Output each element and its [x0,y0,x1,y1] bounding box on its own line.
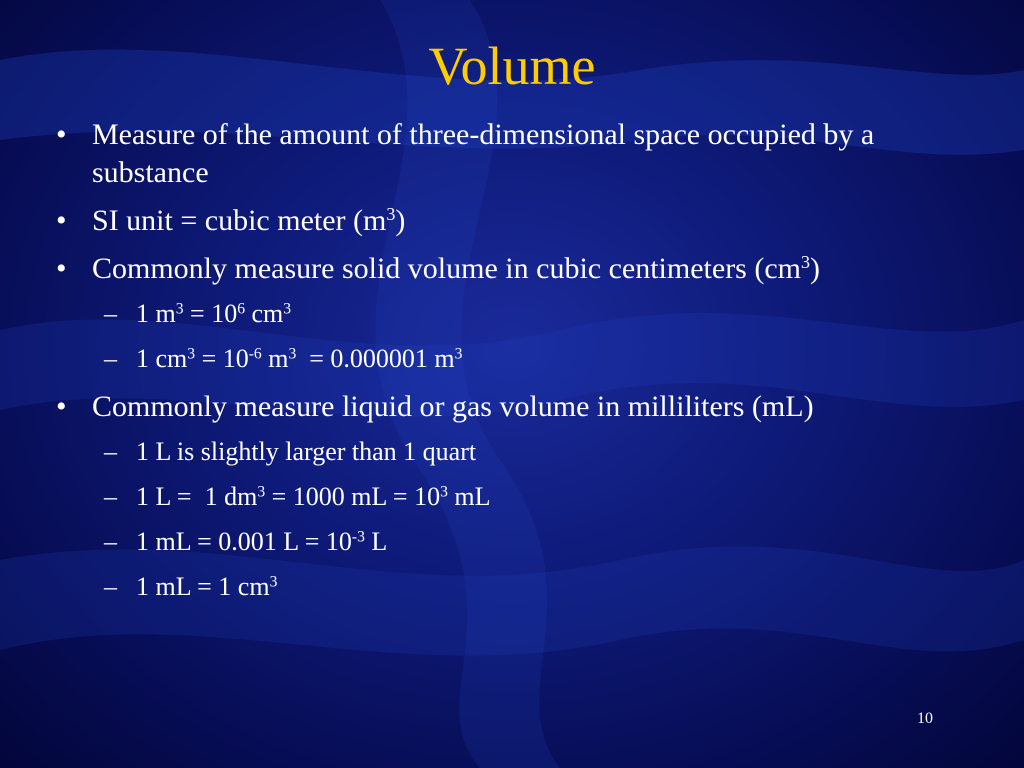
superscript: -6 [248,345,262,363]
bullet-item [52,250,932,288]
bullet-text [92,390,814,423]
text-run: 1 mL = 1 cm [136,572,270,601]
dash-marker: – [104,527,117,556]
bullet-text [136,299,291,328]
sub-bullet-item [52,436,932,468]
superscript: 3 [801,252,810,273]
bullet-text [136,437,476,466]
superscript: 3 [288,345,297,363]
text-run: = 10 [195,344,249,373]
bullet-text [92,204,405,237]
text-run: 1 m [136,299,176,328]
dash-marker: – [104,299,117,328]
dash-marker: – [104,437,117,466]
text-run: 1 L = 1 dm [136,482,258,511]
dash-marker: – [104,572,117,601]
text-run: Commonly measure solid volume in cubic centimeters (cm [92,252,801,285]
text-run: Commonly measure liquid or gas volume in milliliters (mL) [92,390,814,423]
bullet-list [52,116,932,616]
bullet-text [92,252,820,285]
bullet-item [52,116,932,192]
sub-bullet-item [52,343,932,375]
text-run: 1 cm [136,344,188,373]
bullet-text [92,118,882,189]
slide-title: Volume [428,36,596,96]
text-run: L [364,527,388,556]
text-run: m [261,344,289,373]
text-run: = 1000 mL = 10 [265,482,441,511]
text-run: ) [810,252,820,285]
superscript: 3 [386,204,396,225]
bullet-item [52,388,932,426]
superscript: 3 [454,345,463,363]
text-run: 1 L is slightly larger than 1 quart [136,437,477,466]
bullet-marker: • [56,252,67,285]
text-run: 1 mL = 0.001 L = 10 [136,527,352,556]
superscript: 3 [269,573,278,591]
bullet-text [136,527,387,556]
superscript: 3 [440,483,448,501]
bullet-marker: • [56,204,67,237]
dash-marker: – [104,344,117,373]
text-run: SI unit = cubic meter (m [92,204,387,237]
text-run: = 10 [183,299,238,328]
superscript: -3 [351,528,365,546]
bullet-marker: • [56,118,67,151]
sub-bullet-item [52,298,932,330]
dash-marker: – [104,482,117,511]
bullet-text [136,572,277,601]
page-number: 10 [917,710,933,727]
bullet-item [52,202,932,240]
text-run: Measure of the amount of three-dimensional space occupied by a substance [92,118,882,189]
text-run: = 0.000001 m [296,344,455,373]
text-run: mL [447,482,491,511]
superscript: 3 [283,300,292,318]
text-run: ) [395,204,406,237]
sub-bullet-item [52,571,932,603]
superscript: 3 [257,483,266,501]
superscript: 3 [175,300,184,318]
text-run: cm [245,299,284,328]
bullet-text [136,344,462,373]
bullet-text [136,482,490,511]
bullet-marker: • [56,390,67,423]
superscript: 3 [187,345,196,363]
superscript: 6 [237,300,245,318]
sub-bullet-item [52,526,932,558]
sub-bullet-item [52,481,932,513]
